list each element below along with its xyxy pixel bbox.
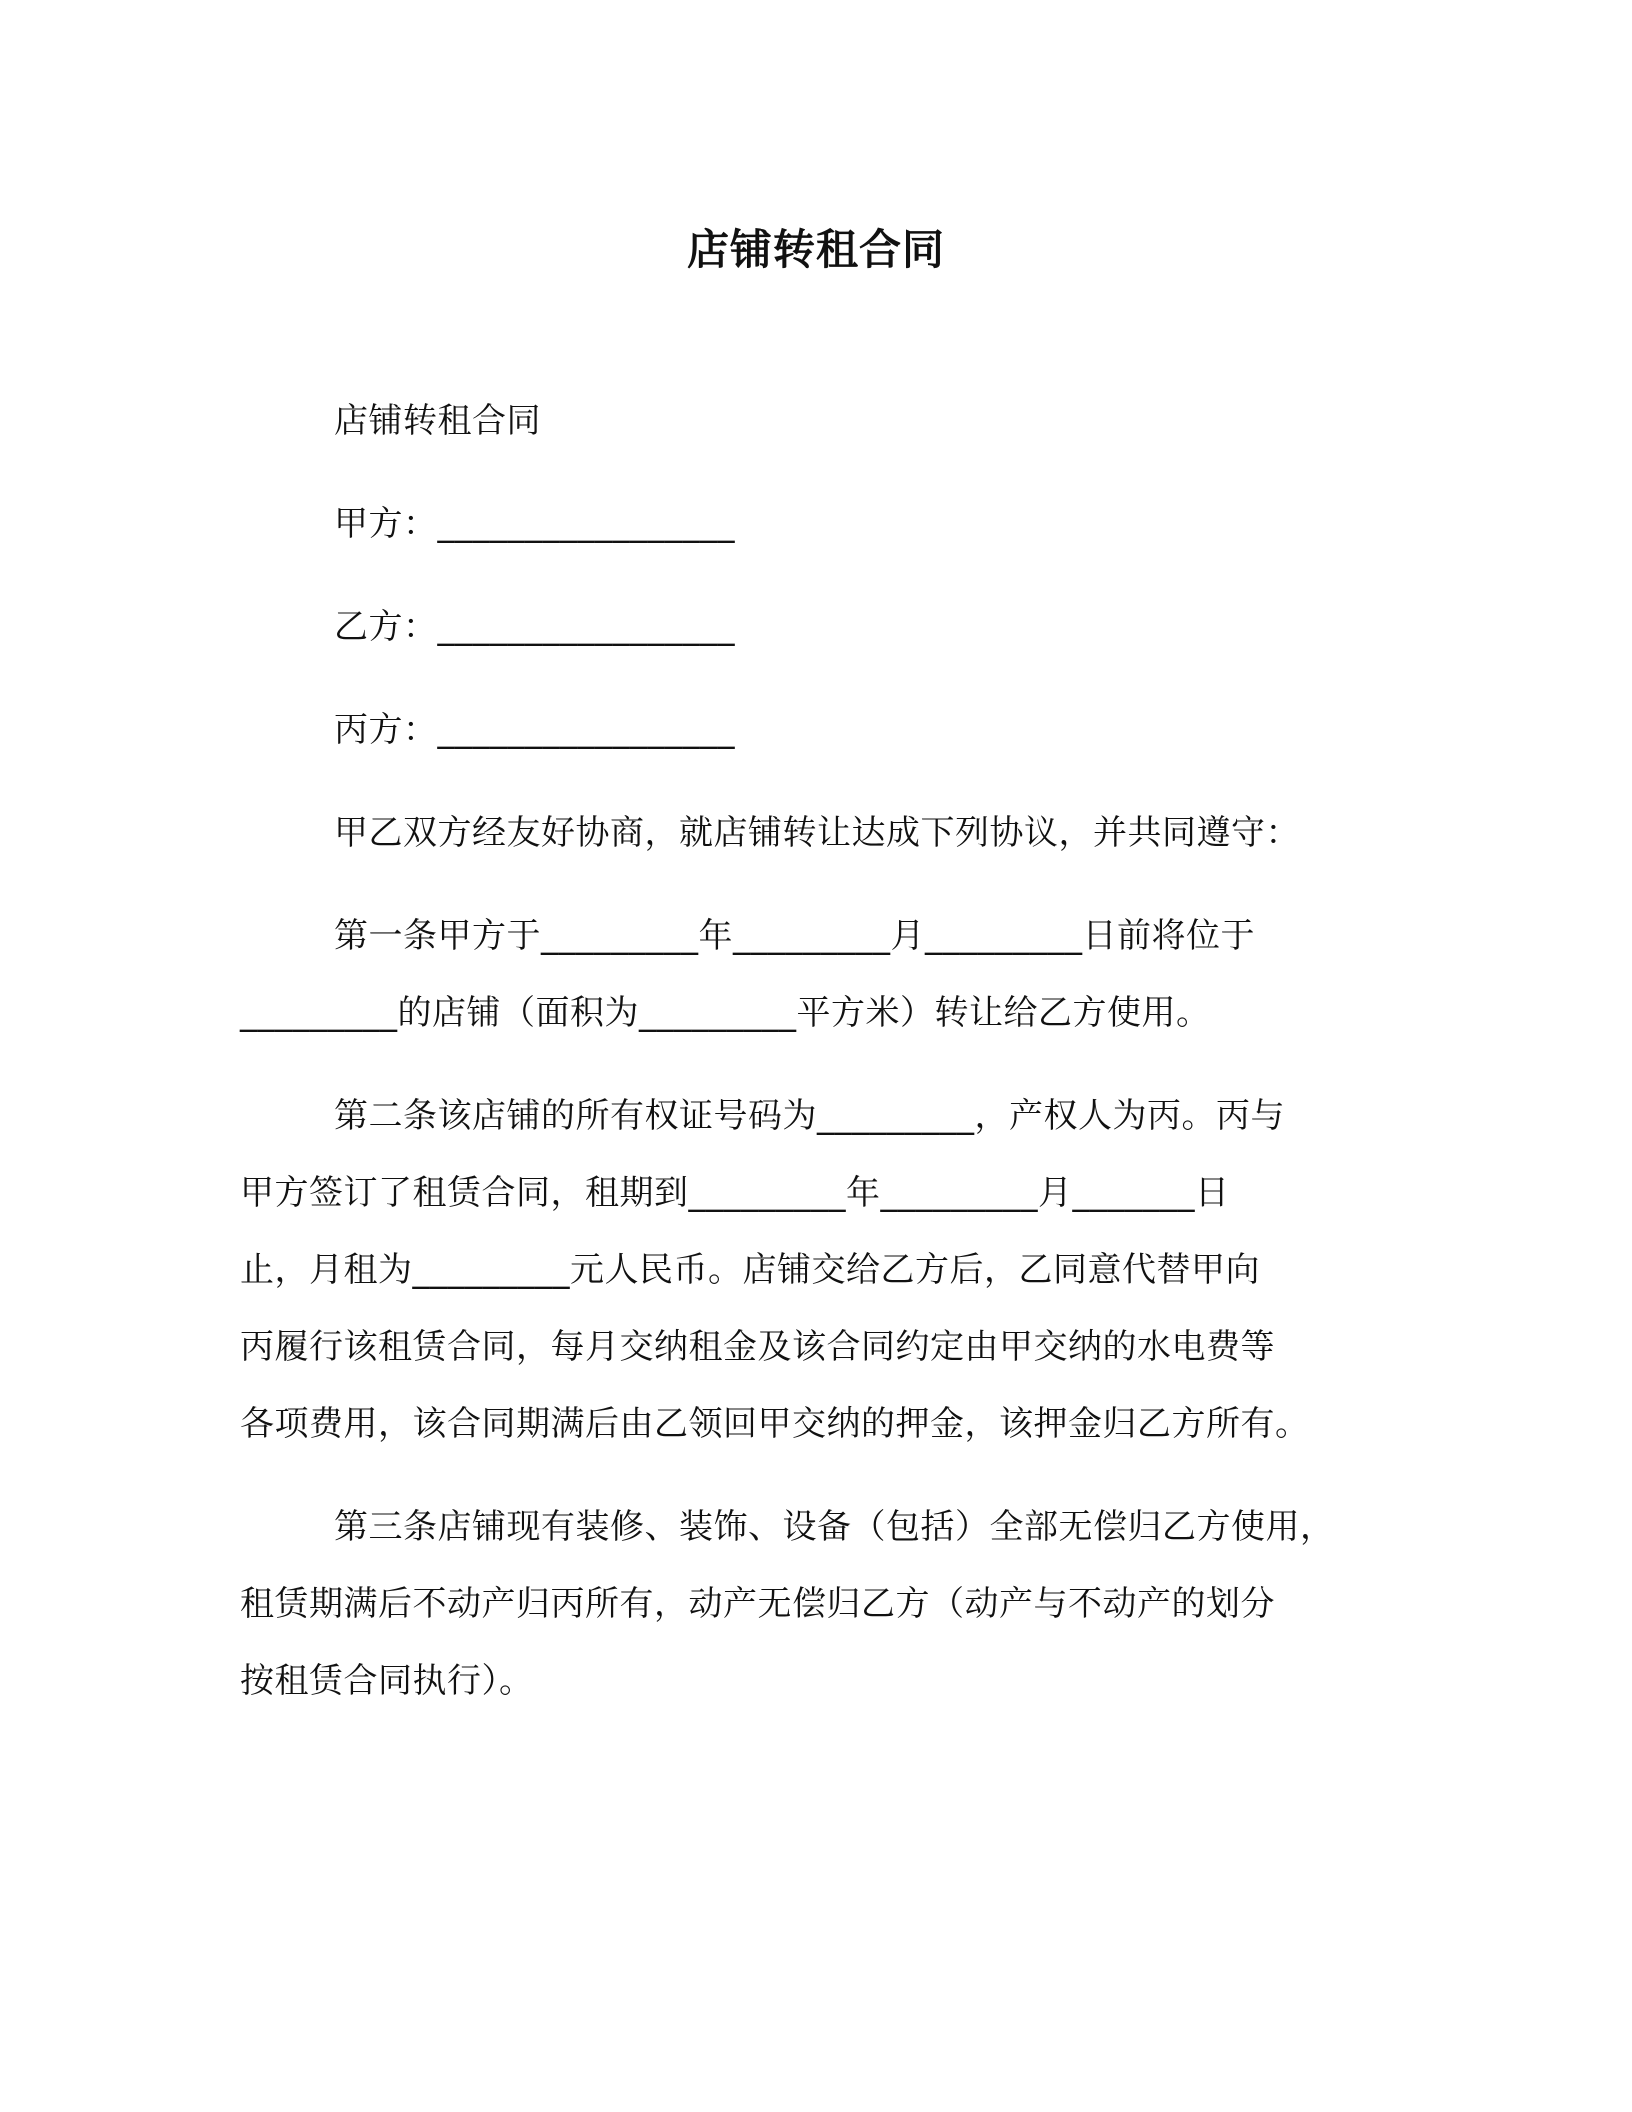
document-title: 店铺转租合同 <box>686 225 945 274</box>
article2-line-4: 丙履行该租赁合同，每月交纳租金及该合同约定由甲交纳的水电费等 <box>240 1327 1275 1367</box>
article2-line-5: 各项费用，该合同期满后由乙领回甲交纳的押金，该押金归乙方所有。 <box>240 1404 1310 1444</box>
article3-line-1: 第三条店铺现有装修、装饰、设备（包括）全部无偿归乙方使用， <box>334 1507 1335 1547</box>
party-a-line: 甲方：_________________ <box>334 504 735 544</box>
article2-line-1: 第二条该店铺的所有权证号码为_________，产权人为丙。丙与 <box>334 1096 1285 1136</box>
document-subtitle: 店铺转租合同 <box>334 401 541 441</box>
party-b-line: 乙方：_________________ <box>334 607 735 647</box>
article2-line-3: 止，月租为_________元人民币。店铺交给乙方后，乙同意代替甲向 <box>240 1250 1260 1290</box>
article3-line-2: 租赁期满后不动产归丙所有，动产无偿归乙方（动产与不动产的划分 <box>240 1584 1275 1624</box>
party-c-line: 丙方：_________________ <box>334 710 735 750</box>
intro-paragraph: 甲乙双方经友好协商，就店铺转让达成下列协议，并共同遵守： <box>334 813 1300 853</box>
article1-line-1: 第一条甲方于_________年_________月_________日前将位于 <box>334 916 1255 956</box>
article3-line-3: 按租赁合同执行）。 <box>240 1661 534 1701</box>
article2-line-2: 甲方签订了租赁合同，租期到_________年_________月_______日 <box>240 1173 1230 1213</box>
article1-line-2: _________的店铺（面积为_________平方米）转让给乙方使用。 <box>240 993 1211 1033</box>
